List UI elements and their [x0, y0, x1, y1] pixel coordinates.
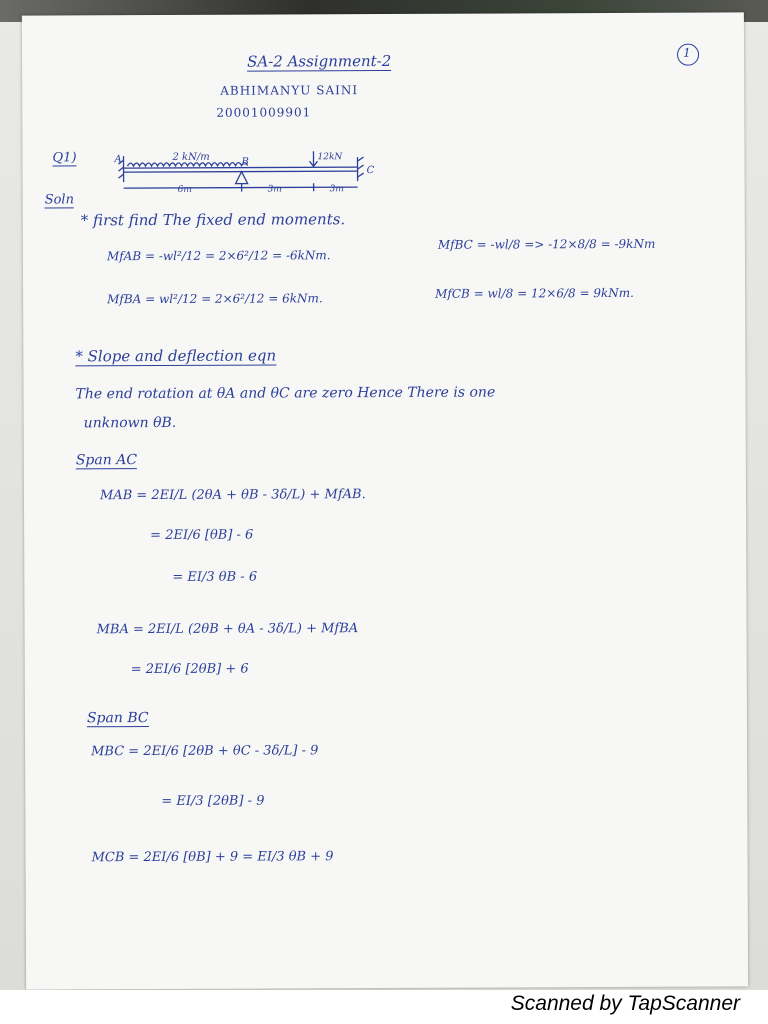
author-name: ABHIMANYU SAINI — [220, 83, 359, 98]
end-a-label: A — [114, 154, 122, 166]
eq-mab-step-3: = EI/3 θB - 6 — [172, 569, 258, 585]
page-number: 1 — [683, 45, 691, 60]
paragraph-end-rotation: The end rotation at θA and θC are zero Hence There is one — [75, 384, 496, 403]
span-bc-heading: Span BC — [86, 710, 149, 727]
notebook-page — [22, 12, 748, 989]
udl-label: 2 kN/m — [172, 151, 210, 163]
eq-mbc-step-2: = EI/3 [2θB] - 9 — [161, 793, 265, 809]
beam-diagram — [114, 149, 397, 195]
question-label: Q1) — [52, 150, 77, 166]
roller-support-b — [236, 172, 248, 184]
span-load-c-dimension: 3m — [329, 184, 344, 195]
eq-mba-step-2: = 2EI/6 [2θB] + 6 — [130, 661, 249, 678]
span-ac-heading: Span AC — [75, 452, 138, 469]
end-c-label: C — [366, 165, 375, 177]
step-fixed-end-moments: * first find The fixed end moments. — [80, 210, 346, 230]
beam-line — [124, 167, 358, 168]
paragraph-unknown: unknown θB. — [83, 414, 177, 432]
eq-mbc: MBC = 2EI/6 [2θB + θC - 3δ/L] - 9 — [91, 743, 319, 760]
eq-mba: MBA = 2EI/L (2θB + θA - 3δ/L) + MfBA — [96, 621, 359, 638]
fem-ba: MfBA = wl²/12 = 2×6²/12 = 6kNm. — [107, 291, 323, 307]
eq-mcb: MCB = 2EI/6 [θB] + 9 = EI/3 θB + 9 — [91, 849, 334, 866]
fem-ab: MfAB = -wl²/12 = 2×6²/12 = -6kNm. — [106, 248, 331, 264]
point-load-label: 12kN — [317, 152, 343, 163]
end-b-label: B — [241, 156, 249, 168]
scanner-watermark: Scanned by TapScanner — [510, 992, 740, 1015]
eq-mab-step-2: = 2EI/6 [θB] - 6 — [150, 527, 254, 544]
span-b-load-dimension: 3m — [267, 184, 282, 195]
roll-number: 20001009901 — [216, 105, 312, 120]
udl-load — [128, 163, 248, 167]
fem-bc: MfBC = -wl/8 => -12×8/8 = -9kNm — [437, 236, 656, 252]
step-slope-deflection: * Slope and deflection eqn — [75, 346, 277, 366]
assignment-title: SA-2 Assignment-2 — [247, 51, 392, 71]
eq-mab: MAB = 2EI/L (2θA + θB - 3δ/L) + MfAB. — [99, 487, 366, 504]
fem-cb: MfCB = wl/8 = 12×6/8 = 9kNm. — [435, 285, 634, 301]
scan-footer — [0, 990, 768, 1024]
solution-label: Soln — [44, 192, 74, 208]
span-ab-dimension: 6m — [177, 184, 192, 195]
